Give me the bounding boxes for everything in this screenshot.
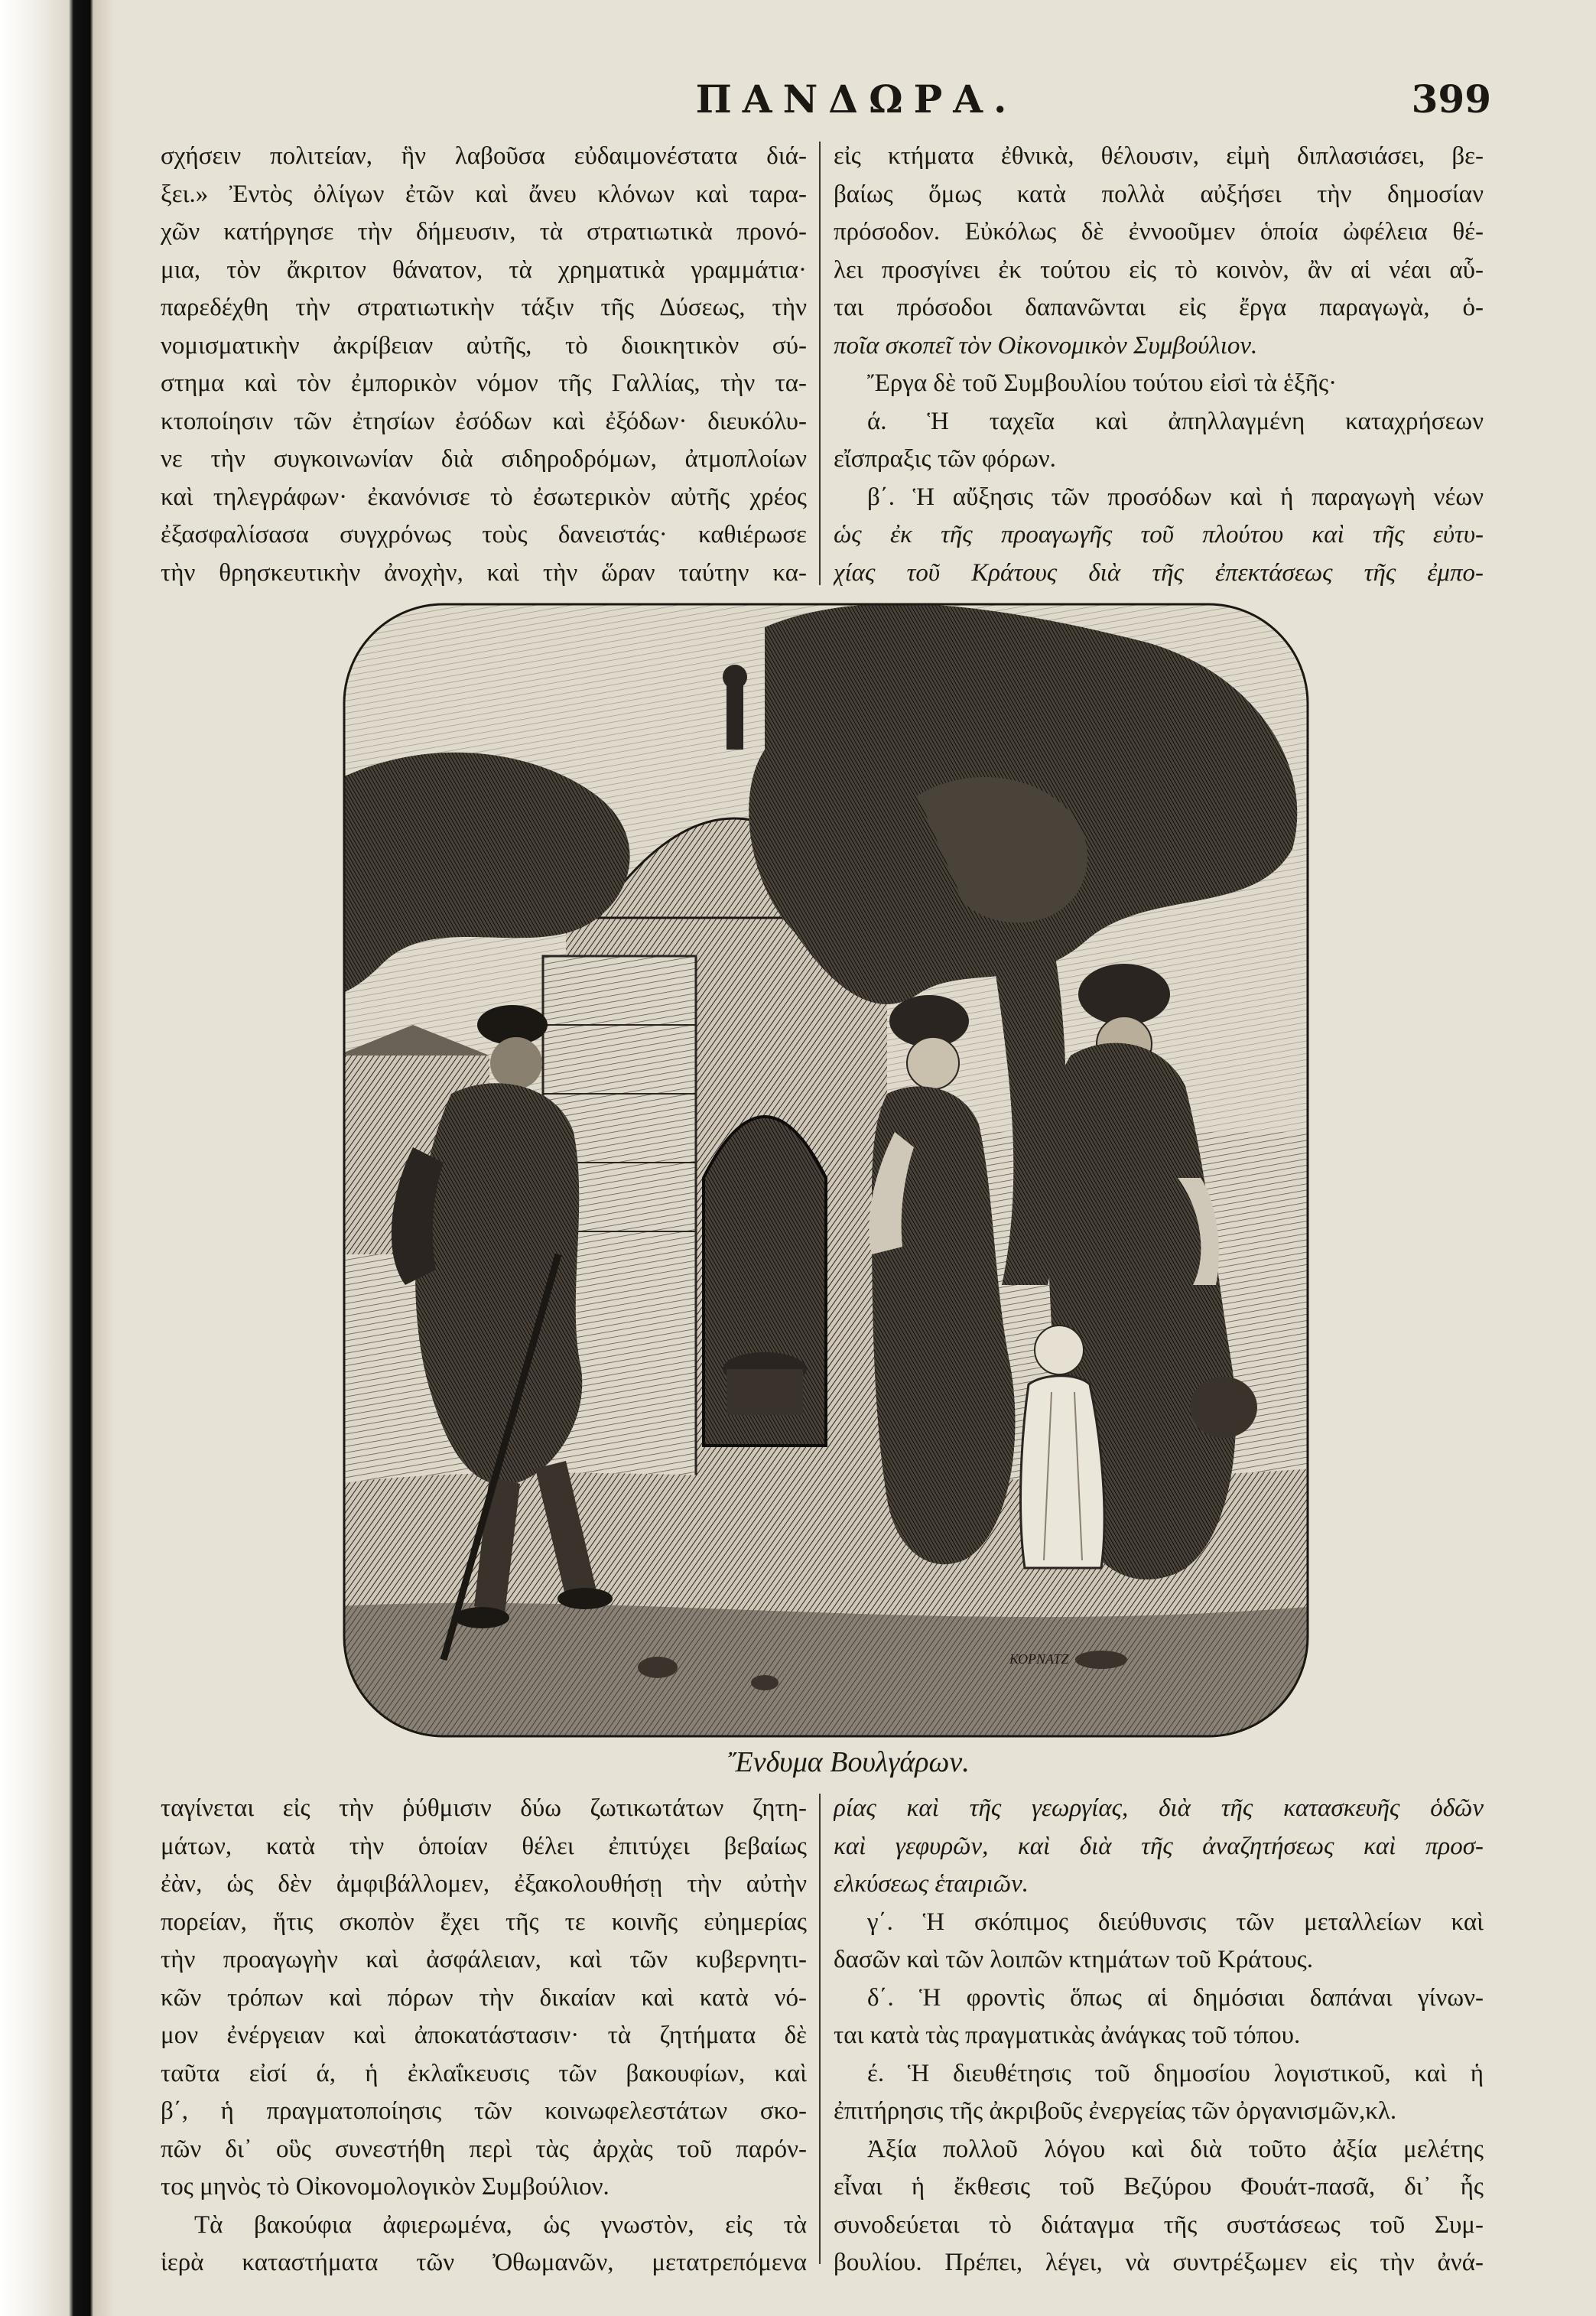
text-line: δασῶν καὶ τῶν λοιπῶν κτημάτων τοῦ Κράτους. [834, 1946, 1313, 1973]
text-line: Ἔργα δὲ τοῦ Συμβουλίου τούτου εἰσὶ τὰ ἑξῆς· [867, 369, 1338, 397]
text-line: Τὰ βακούφια ἀφιερωμένα, ὡς γνωστὸν, εἰς τὰ [194, 2210, 807, 2239]
text-line: νε τὴν συγκοινωνίαν διὰ σιδηροδρόμων, ἀτμοπλοίων [161, 445, 807, 473]
text-line: ἱερὰ καταστήματα τῶν Ὀθωμανῶν, μετατρεπόμενα [161, 2249, 807, 2276]
list-item-b: β΄. Ἡ αὔξησις τῶν προσόδων καὶ ἡ παραγωγὴ νέων [867, 483, 1484, 511]
text-line: καὶ τηλεγράφων· ἐκανόνισε τὸ ἐσωτερικὸν αὐτῆς χρέος [161, 483, 807, 511]
text-line: ταῦτα εἰσί ά, ἡ ἐκλαΐκευσις τῶν βακουφίων, καὶ [161, 2059, 807, 2087]
list-item-d: δ΄. Ἡ φροντὶς ὅπως αἱ δημόσιαι δαπάναι γίνων- [867, 1983, 1484, 2012]
text-line: πρόσοδον. Εὐκόλως δὲ ἐννοοῦμεν ὁποία ὠφέλεια θέ- [834, 218, 1484, 246]
text-line: χῶν κατήργησε τὴν δήμευσιν, τὰ στρατιωτικὰ προνό- [161, 218, 807, 246]
text-line: σχήσειν πολιτείαν, ἣν λαβοῦσα εὐδαιμονέστατα διά- [161, 142, 807, 170]
text-line: ται πρόσοδοι δαπανῶνται εἰς ἔργα παραγωγὰ, ὁ- [834, 294, 1484, 321]
text-line: νομισματικὴν ἀκρίβειαν αὐτῆς, τὸ διοικητικὸν σύ- [161, 331, 807, 359]
engraver-signature: ΚΟΡΝΑΤΖ [1009, 1651, 1069, 1667]
text-line: τὴν προαγωγὴν καὶ ἀσφάλειαν, καὶ τῶν κυβερνητι- [161, 1946, 807, 1973]
page-number: 399 [1411, 76, 1491, 122]
text-line: ἐπιτήρησις τῆς ἀκριβοῦς ἐνεργείας τῶν ὀργανισμῶν,κλ. [834, 2097, 1397, 2125]
text-line: εἴσπραξις τῶν φόρων. [834, 445, 1056, 473]
top-right-column [834, 138, 1484, 592]
text-line: ταγίνεται εἰς τὴν ῥύθμισιν δύω ζωτικωτάτων ζητη- [161, 1794, 807, 1822]
text-line: εἶναι ἡ ἔκθεσις τοῦ Βεζύρου Φουάτ-πασᾶ, δι᾽ ἧς [834, 2173, 1484, 2201]
list-item-e: έ. Ἡ διευθέτησις τοῦ δημοσίου λογιστικοῦ, καὶ ἡ [867, 2059, 1484, 2087]
engraving-illustration [336, 597, 1315, 1744]
text-line: μια, τὸν ἄκριτον θάνατον, τὰ χρηματικὰ γραμμάτια· [161, 255, 807, 284]
text-line: καὶ γεφυρῶν, καὶ διὰ τῆς ἀναζητήσεως καὶ προσ- [834, 1832, 1484, 1860]
column-rule-bottom [819, 1794, 821, 2264]
text-line: ὡς ἐκ τῆς προαγωγῆς τοῦ πλούτου καὶ τῆς εὐτυ- [834, 521, 1484, 548]
bottom-left-column [161, 1790, 807, 2282]
text-line: εἰς κτήματα ἐθνικὰ, θέλουσιν, εἰμὴ διπλασιάσει, βε- [834, 142, 1484, 170]
text-line: στημα καὶ τὸν ἐμπορικὸν νόμον τῆς Γαλλίας, τὴν τα- [161, 369, 807, 397]
text-line: βουλίου. Πρέπει, λέγει, νὰ συντρέξωμεν εἰς τὴν ἀνά- [834, 2249, 1484, 2276]
text-line: ρίας καὶ τῆς γεωργίας, διὰ τῆς κατασκευῆς ὁδῶν [834, 1794, 1484, 1822]
text-line: πορείαν, ἥτις σκοπὸν ἔχει τῆς τε κοινῆς εὐημερίας [161, 1908, 807, 1936]
column-rule-top [819, 141, 821, 585]
book-binding-gutter [0, 0, 115, 2316]
text-line: τὴν θρησκευτικὴν ἀνοχὴν, καὶ τὴν ὥραν ταύτην κα- [161, 558, 807, 587]
text-line: βαίως ὅμως κατὰ πολλὰ αὐξήσει τὴν δημοσίαν [834, 180, 1484, 208]
text-line: β΄, ἡ πραγματοποίησις τῶν κοινωφελεστάτων σκο- [161, 2097, 807, 2125]
text-line: ἐξασφαλίσασα συγχρόνως τοὺς δανειστάς· καθιέρωσε [161, 521, 807, 548]
text-line: ελκύσεως ἑταιριῶν. [834, 1870, 1029, 1898]
running-head-title: ΠΑΝΔΩΡΑ. [695, 76, 1018, 122]
text-line: μον ἐνέργειαν καὶ ἀποκατάστασιν· τὰ ζητήματα δὲ [161, 2022, 807, 2049]
text-line: ται κατὰ τὰς πραγματικὰς ἀνάγκας τοῦ τόπου. [834, 2022, 1301, 2049]
text-line: κῶν τρόπων καὶ πόρων τὴν δικαίαν καὶ κατὰ νό- [161, 1983, 807, 2012]
text-line: παρεδέχθη τὴν στρατιωτικὴν τάξιν τῆς Δύσεως, τὴν [161, 294, 807, 321]
text-line: κτοποίησιν τῶν ἐτησίων ἐσόδων καὶ ἐξόδων· διευκόλυ- [161, 407, 807, 435]
text-line: ποῖα σκοπεῖ τὸν Οἰκονομικὸν Συμβούλιον. [834, 331, 1258, 359]
text-line: συνοδεύεται τὸ διάταγμα τῆς συστάσεως τοῦ Συμ- [834, 2210, 1484, 2239]
bottom-right-column [834, 1790, 1484, 2282]
text-line: Ἀξία πολλοῦ λόγου καὶ διὰ τοῦτο ἀξία μελέτης [867, 2135, 1484, 2163]
text-line: χίας τοῦ Κράτους διὰ τῆς ἐπεκτάσεως τῆς ἐμπο- [834, 558, 1484, 587]
illustration-caption: Ἔνδυμα Βουλγάρων. [728, 1746, 970, 1778]
text-line: πῶν δι᾽ οὓς συνεστήθη περὶ τὰς ἀρχὰς τοῦ παρόν- [161, 2135, 807, 2163]
text-line: μάτων, κατὰ τὴν ὁποίαν θέλει ἐπιτύχει βεβαίως [161, 1832, 807, 1860]
text-line: ξει.» Ἐντὸς ὀλίγων ἐτῶν καὶ ἄνευ κλόνων καὶ ταρα- [161, 180, 807, 208]
top-left-column [161, 138, 807, 592]
text-line: λει προσγίνει ἐκ τούτου εἰς τὸ κοινὸν, ἂν αἱ νέαι αὗ- [834, 255, 1484, 284]
text-line: τος μηνὸς τὸ Οἰκονομολογικὸν Συμβούλιον. [161, 2173, 609, 2201]
list-item-a: ά. Ἡ ταχεῖα καὶ ἀπηλλαγμένη καταχρήσεων [867, 407, 1484, 435]
list-item-c: γ΄. Ἡ σκόπιμος διεύθυνσις τῶν μεταλλείων καὶ [867, 1908, 1484, 1936]
text-line: ἐὰν, ὡς δὲν ἀμφιβάλλομεν, ἐξακολουθήσῃ τὴν αὐτὴν [161, 1870, 807, 1898]
